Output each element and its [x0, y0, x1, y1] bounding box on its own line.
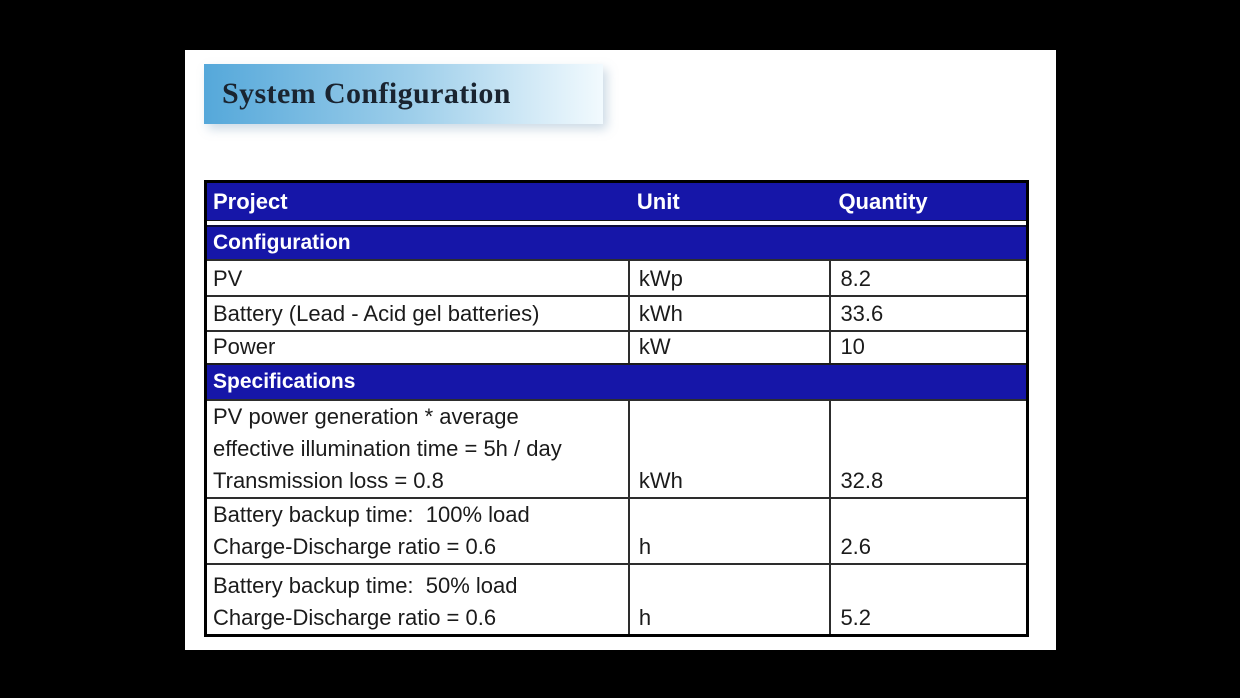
quantity-value: 10	[840, 334, 865, 359]
column-header-unit: Unit	[636, 188, 680, 214]
project-line: Charge-Discharge ratio = 0.6	[213, 605, 497, 630]
quantity-value: 8.2	[840, 266, 872, 291]
slide	[185, 50, 1056, 650]
unit-cell	[628, 401, 830, 497]
quantity-value: 32.8	[840, 468, 884, 493]
project-line: effective illumination time = 5h / day	[213, 436, 562, 461]
column-header-quantity: Quantity	[838, 188, 928, 214]
project-line: PV	[213, 266, 243, 291]
quantity-value: 5.2	[840, 605, 872, 630]
unit-value: kW	[638, 334, 671, 359]
project-line: PV power generation * average	[213, 404, 519, 429]
unit-cell	[628, 565, 830, 634]
table-row	[207, 295, 1026, 330]
project-line: Charge-Discharge ratio = 0.6	[213, 534, 497, 559]
unit-value: kWp	[638, 266, 683, 291]
project-cell	[207, 565, 628, 634]
table-row	[207, 497, 1026, 563]
section-header-configuration: Configuration	[207, 225, 1026, 259]
project-line: Battery backup time: 50% load	[213, 573, 518, 598]
quantity-cell	[829, 401, 1026, 497]
quantity-cell	[829, 297, 1026, 330]
project-cell	[207, 332, 628, 363]
project-cell	[207, 401, 628, 497]
project-line: Battery backup time: 100% load	[213, 502, 530, 527]
unit-cell	[628, 297, 830, 330]
project-cell	[207, 261, 628, 295]
unit-value: h	[638, 534, 652, 559]
project-cell	[207, 499, 628, 563]
page-title: System Configuration	[222, 77, 511, 110]
section-header-specifications: Specifications	[207, 363, 1026, 399]
unit-value: kWh	[638, 301, 683, 326]
quantity-cell	[829, 499, 1026, 563]
project-line: Battery (Lead - Acid gel batteries)	[213, 301, 540, 326]
quantity-value: 33.6	[840, 301, 884, 326]
project-line: Transmission loss = 0.8	[213, 468, 444, 493]
title-banner	[204, 64, 603, 124]
quantity-cell	[829, 332, 1026, 363]
table-row	[207, 563, 1026, 634]
table-row	[207, 399, 1026, 497]
unit-value: h	[638, 605, 652, 630]
unit-value: kWh	[638, 468, 683, 493]
column-header-project: Project	[213, 188, 288, 214]
quantity-cell	[829, 565, 1026, 634]
quantity-value: 2.6	[840, 534, 872, 559]
unit-cell	[628, 499, 830, 563]
table-row	[207, 330, 1026, 363]
quantity-cell	[829, 261, 1026, 295]
unit-cell	[628, 261, 830, 295]
unit-cell	[628, 332, 830, 363]
system-config-table	[204, 180, 1029, 637]
table-row	[207, 259, 1026, 295]
table-header-row	[207, 183, 1026, 220]
project-line: Power	[213, 334, 276, 359]
project-cell	[207, 297, 628, 330]
